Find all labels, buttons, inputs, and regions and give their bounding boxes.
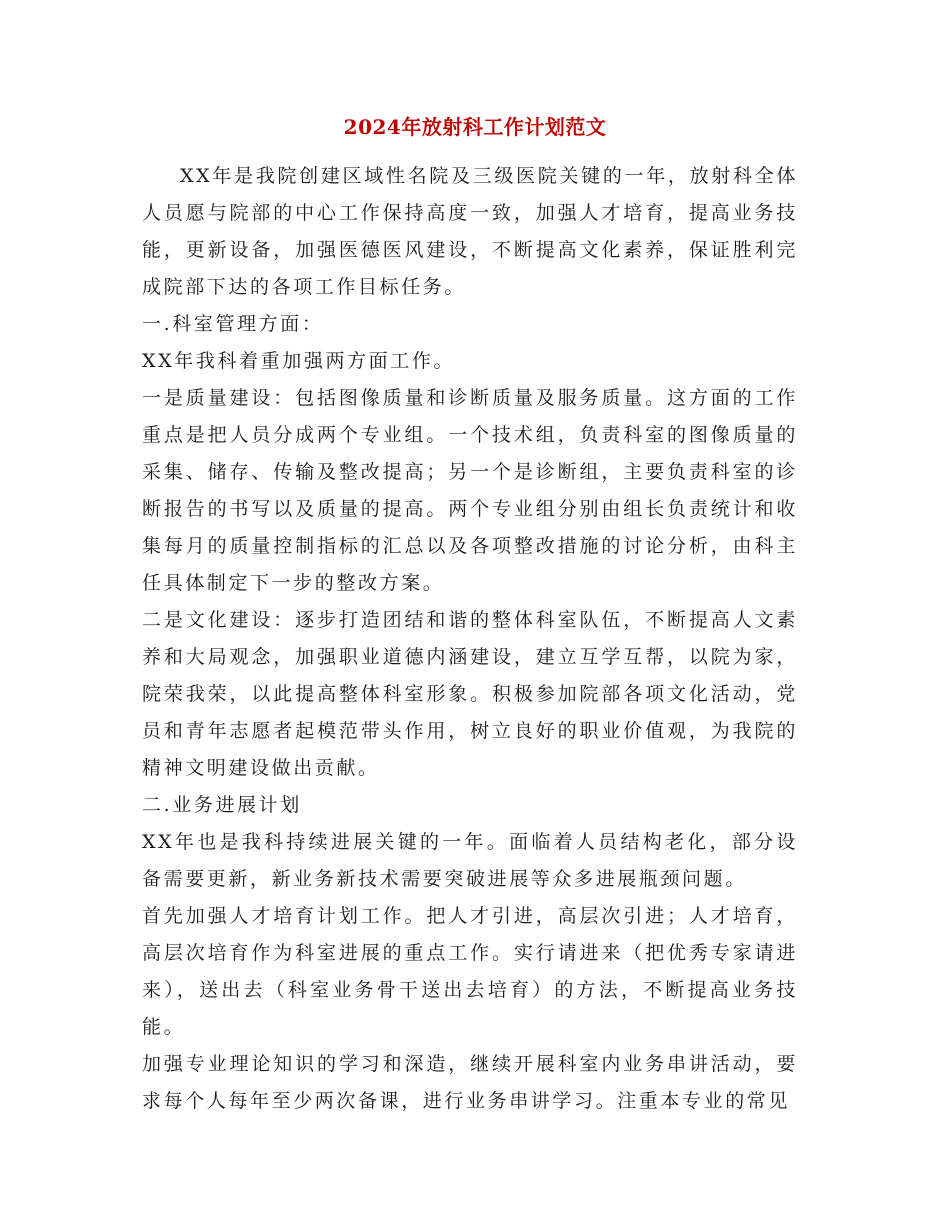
paragraph: XX年也是我科持续进展关键的一年。面临着人员结构老化，部分设备需要更新，新业务新技术需要突破进展等众多进展瓶颈问题。 (142, 831, 798, 890)
paragraph: 一是质量建设：包括图像质量和诊断质量及服务质量。这方面的工作重点是把人员分成两个专业组。一个技术组，负责科室的图像质量的采集、储存、传输及整改提高；另一个是诊断组，主要负责科室的诊断报告的书写以及质量的提高。两个专业组分别由组长负责统计和收集每月的质量控制指标的汇总以及各项整改措施的讨论分析，由科主任具体制定下一步的整改方案。 (142, 387, 798, 594)
intro-paragraph: XX年是我院创建区域性名院及三级医院关键的一年，放射科全体人员愿与院部的中心工作保持高度一致，加强人才培育，提高业务技能，更新设备，加强医德医风建设，不断提高文化素养，保证胜利完成院部下达的各项工作目标任务。 (142, 165, 798, 298)
paragraph: 加强专业理论知识的学习和深造，继续开展科室内业务串讲活动，要求每个人每年至少两次备课，进行业务串讲学习。注重本专业的常见 (142, 1053, 798, 1112)
paragraph: 首先加强人才培育计划工作。把人才引进，高层次引进；人才培育，高层次培育作为科室进展的重点工作。实行请进来（把优秀专家请进来），送出去（科室业务骨干送出去培育）的方法，不断提高业务技能。 (142, 905, 798, 1038)
document-body (142, 158, 798, 1120)
paragraph: 二是文化建设：逐步打造团结和谐的整体科室队伍，不断提高人文素养和大局观念，加强职业道德内涵建设，建立互学互帮，以院为家，院荣我荣，以此提高整体科室形象。积极参加院部各项文化活动，党员和青年志愿者起模范带头作用，树立良好的职业价值观，为我院的精神文明建设做出贡献。 (142, 609, 798, 779)
section-heading-management: 一.科室管理方面： (142, 313, 324, 335)
paragraph: XX年我科着重加强两方面工作。 (142, 350, 456, 372)
section-heading-business: 二.业务进展计划 (142, 794, 302, 816)
document-title: 2024年放射科工作计划范文 (343, 115, 607, 139)
